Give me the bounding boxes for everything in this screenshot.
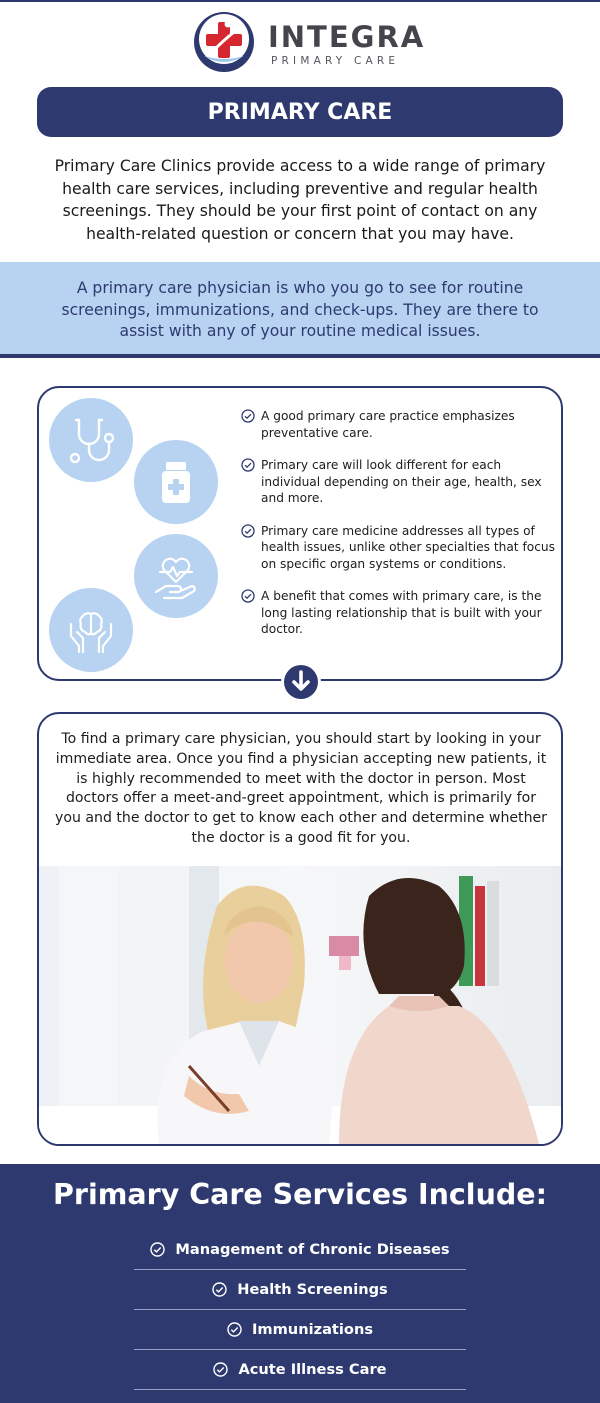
- stethoscope-icon-circle: [49, 398, 133, 482]
- doctor-patient-photo: [39, 866, 561, 1144]
- benefits-card: [37, 386, 563, 681]
- service-label: Health Screenings: [237, 1281, 388, 1298]
- list-item: [241, 588, 559, 638]
- service-label: Immunizations: [251, 1321, 374, 1338]
- check-circle-icon: [212, 1282, 227, 1297]
- stethoscope-icon: [63, 412, 119, 468]
- benefit-text: A benefit that comes with primary care, is the long lasting relationship that is built with your doctor.: [261, 589, 542, 636]
- benefit-text: Primary care medicine addresses all types of health issues, unlike other specialties that focus on specific organ systems or conditions.: [261, 523, 555, 571]
- medicine-bottle-icon-circle: [134, 440, 218, 524]
- check-circle-icon: [241, 589, 255, 603]
- heart-in-hand-icon-circle: [134, 534, 218, 618]
- check-circle-icon: [150, 1242, 165, 1257]
- integra-logo-icon: [192, 10, 256, 74]
- brand-tagline: PRIMARY CARE: [271, 55, 400, 67]
- benefit-text: Primary care will look different for each individual depending on their age, health, sex and more.: [261, 458, 542, 505]
- brand-name: INTEGRA: [268, 20, 426, 54]
- list-item: [241, 457, 559, 507]
- list-item: [241, 408, 559, 441]
- services-title: Primary Care Services Include:: [53, 1178, 547, 1211]
- page-title: PRIMARY CARE: [37, 87, 563, 137]
- brain-in-hands-icon: [63, 602, 119, 658]
- service-item: [134, 1350, 466, 1390]
- service-item: [134, 1230, 466, 1270]
- service-label: Acute Illness Care: [238, 1361, 387, 1378]
- check-circle-icon: [241, 524, 255, 538]
- find-physician-card: [37, 712, 563, 1146]
- physician-note: A primary care physician is who you go to see for routine screenings, immunizations, and check-ups. They are there to assist with any of your routine medical issues.: [61, 279, 539, 340]
- service-item: [134, 1310, 466, 1350]
- service-item: [134, 1270, 466, 1310]
- down-arrow-icon: [281, 662, 321, 702]
- services-section: [0, 1164, 600, 1403]
- brain-in-hands-icon-circle: [49, 588, 133, 672]
- arrow-down-circle-icon: [283, 664, 319, 700]
- check-circle-icon: [241, 458, 255, 472]
- intro-paragraph: Primary Care Clinics provide access to a wide range of primary health care services, including preventive and regular health screenings. They should be your first point of contact on any health-related question or concern that you may have.: [54, 157, 546, 243]
- check-circle-icon: [227, 1322, 242, 1337]
- benefits-list: [241, 408, 559, 654]
- physician-note-band: [0, 262, 600, 358]
- benefit-text: A good primary care practice emphasizes preventative care.: [261, 409, 515, 440]
- find-physician-text: To find a primary care physician, you should start by looking in your immediate area. Once you find a physician accepting new patients, it is highly recommended to meet with the doctor in person. Most doctors offer a meet-and-greet appointment, which is primarily for you and the doctor to get to know each other and determine whether the doctor is a good fit for you.: [55, 731, 547, 846]
- check-circle-icon: [213, 1362, 228, 1377]
- heart-in-hand-icon: [148, 548, 204, 604]
- list-item: [241, 523, 559, 573]
- check-circle-icon: [241, 409, 255, 423]
- service-label: Management of Chronic Diseases: [175, 1241, 450, 1258]
- medicine-bottle-icon: [148, 454, 204, 510]
- top-rule: [0, 0, 600, 2]
- brand-logo[interactable]: [192, 10, 426, 78]
